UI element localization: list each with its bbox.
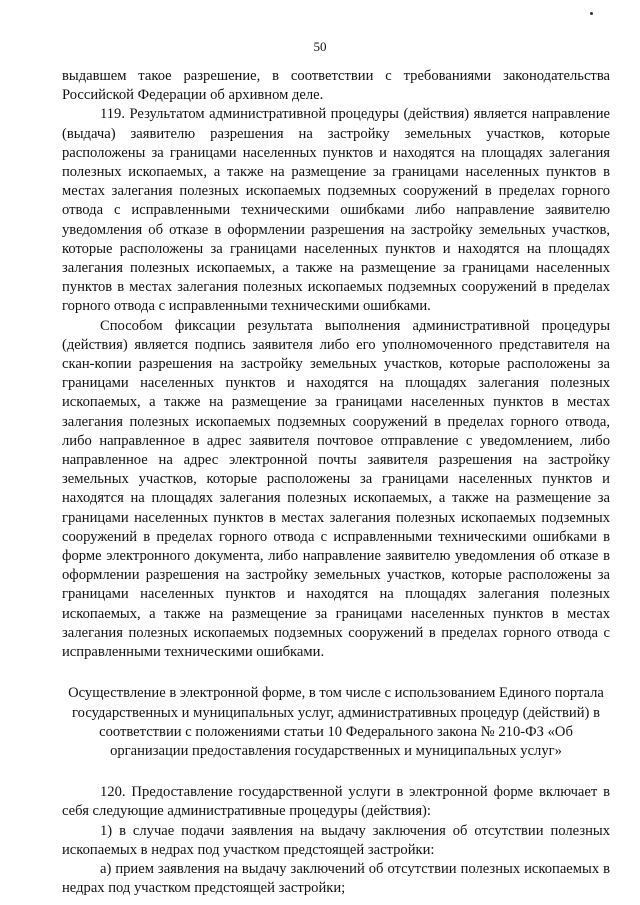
list-item-1a: а) прием заявления на выдачу заключений об отсутствии полезных ископаемых в недрах под участком предстоящей застройки; xyxy=(62,860,610,897)
section-heading: Осуществление в электронной форме, в том числе с использованием Единого портала государственных и муниципальных услуг, административных процедур (действий) в соответствии с положениями статьи 10 Федерального закона № 210-ФЗ «Об организации предоставления государственных и муниципальных услуг» xyxy=(68,685,604,759)
list-item-1: 1) в случае подачи заявления на выдачу заключения об отсутствии полезных ископаемых в недрах под участком предстоящей застройки: xyxy=(62,822,610,858)
paragraph-continuation: выдавшем такое разрешение, в соответствии с требованиями законодательства Российской Федерации об архивном деле. xyxy=(62,68,610,104)
paragraph-119: 119. Результатом административной процедуры (действия) является направление (выдача) заявителю разрешения на застройку земельных участков, которые расположены за границами населенных пунктов и находятся на площадях залегания полезных ископаемых, а также на размещение за границами населенных пунктов в местах залегания полезных ископаемых подземных сооружений в пределах горного отвода с исправленными техническими ошибками либо направление заявителю уведомления об отказе в оформлении разрешения на застройку земельных участков, которые расположены за границами населенных пунктов и находятся на площадях залегания полезных ископаемых, а также на размещение за границами населенных пунктов в местах залегания полезных ископаемых подземных сооружений в пределах горного отвода с исправленными техническими ошибками. xyxy=(62,106,610,315)
paragraph-120: 120. Предоставление государственной услуги в электронной форме включает в себя следующие административные процедуры (действия): xyxy=(62,784,610,820)
scan-artifact xyxy=(590,12,593,15)
paragraph-fixation-method: Способом фиксации результата выполнения административной процедуры (действия) является подпись заявителя либо его уполномоченного представителя на скан-копии разрешения на застройку земельных участков, которые расположены за границами населенных пунктов и находятся на площадях залегания полезных ископаемых, а также на размещение за границами населенных пунктов в местах залегания полезных ископаемых подземных сооружений в пределах горного отвода, либо направленное в адрес заявителя почтовое отправление с уведомлением, либо направленное на адрес электронной почты заявителя разрешения на застройку земельных участков, которые расположены за границами населенных пунктов и находятся на площадях залегания полезных ископаемых, а также на размещение за границами населенных пунктов в местах залегания полезных ископаемых подземных сооружений в пределах горного отвода с исправленными техническими ошибками в форме электронного документа, либо направление заявителю уведомления об отказе в оформлении разрешения на застройку земельных участков, которые расположены за границами населенных пунктов и находятся на площадях залегания полезных ископаемых, а также на размещение за границами населенных пунктов в местах залегания полезных ископаемых подземных сооружений в пределах горного отвода с исправленными техническими ошибками. xyxy=(62,317,610,661)
page-number: 50 xyxy=(313,39,327,54)
page-body xyxy=(62,67,610,898)
